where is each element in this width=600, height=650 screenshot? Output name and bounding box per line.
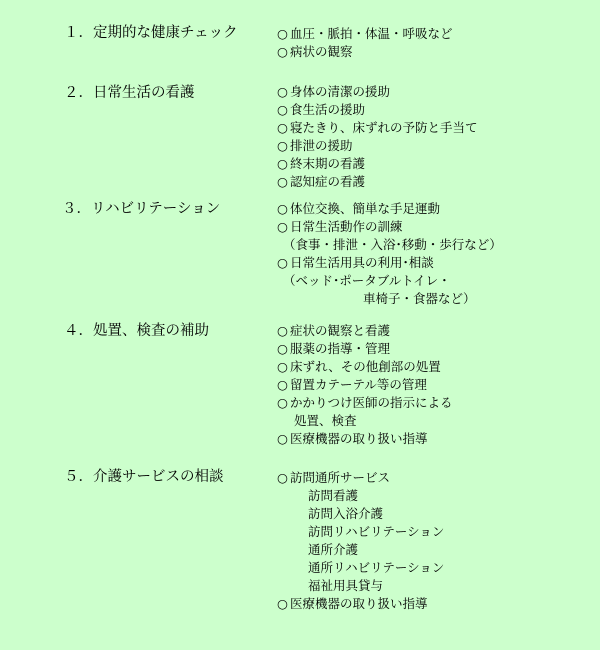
item-text: 訪問通所サービス — [290, 470, 391, 485]
list-item — [277, 83, 478, 101]
list-item — [277, 505, 444, 523]
item-text: 認知症の看護 — [290, 174, 366, 189]
section-title: ５．介護サービスの相談 — [64, 469, 224, 485]
item-text: 訪問リハビリテーション — [308, 524, 445, 539]
item-text: 終末期の看護 — [290, 156, 366, 171]
circle-mark: ○ — [277, 174, 288, 189]
list-item — [277, 469, 444, 487]
list-item — [277, 119, 478, 137]
item-list — [277, 322, 453, 448]
circle-mark: ○ — [277, 120, 288, 135]
item-text: 血圧・脈拍・体温・呼吸など — [290, 26, 453, 41]
circle-mark: ○ — [277, 102, 288, 117]
circle-mark: ○ — [277, 201, 288, 216]
item-text: 留置カテーテル等の管理 — [290, 377, 427, 392]
list-item — [277, 218, 502, 236]
item-list — [277, 469, 444, 613]
list-item — [277, 137, 478, 155]
item-text: 床ずれ、その他創部の処置 — [290, 359, 441, 374]
list-item — [277, 412, 453, 430]
item-list — [277, 83, 478, 191]
circle-mark: ○ — [277, 377, 288, 392]
item-text: 寝たきり、床ずれの予防と手当て — [290, 120, 478, 135]
item-text: 処置、検査 — [294, 413, 357, 428]
item-text: 福祉用具貸与 — [308, 578, 384, 593]
section-title: ２．日常生活の看護 — [64, 85, 195, 101]
circle-mark: ○ — [277, 138, 288, 153]
item-text: 通所介護 — [308, 542, 359, 557]
list-item — [277, 358, 453, 376]
circle-mark: ○ — [277, 359, 288, 374]
item-text: 排泄の援助 — [290, 138, 353, 153]
list-item — [277, 559, 444, 577]
item-text: 体位交換、簡単な手足運動 — [290, 201, 441, 216]
item-text: 食生活の援助 — [290, 102, 366, 117]
circle-mark: ○ — [277, 431, 288, 446]
item-text: （ベッド･ポータブルトイレ・ — [283, 273, 451, 288]
item-text: 服薬の指導・管理 — [290, 341, 391, 356]
circle-mark: ○ — [277, 44, 288, 59]
item-text: 身体の清潔の援助 — [290, 84, 391, 99]
list-item — [277, 541, 444, 559]
circle-mark: ○ — [277, 323, 288, 338]
item-text: 日常生活用具の利用･相談 — [290, 255, 434, 270]
item-text: 症状の観察と看護 — [290, 323, 391, 338]
item-text: 通所リハビリテーション — [308, 560, 445, 575]
item-text: 車椅子・食器など） — [363, 291, 476, 306]
list-item — [277, 487, 444, 505]
list-item — [277, 577, 444, 595]
item-text: 日常生活動作の訓練 — [290, 219, 403, 234]
item-text: （食事・排泄・入浴･移動・歩行など） — [283, 237, 502, 252]
list-item — [277, 236, 502, 254]
item-text: 訪問入浴介護 — [308, 506, 384, 521]
list-item — [277, 322, 453, 340]
list-item — [277, 523, 444, 541]
list-item — [277, 43, 453, 61]
item-list — [277, 25, 453, 61]
item-list — [277, 200, 502, 308]
list-item — [277, 340, 453, 358]
list-item — [277, 101, 478, 119]
list-item — [277, 272, 502, 290]
circle-mark: ○ — [277, 156, 288, 171]
item-text: 病状の観察 — [290, 44, 353, 59]
section-title: ３．リハビリテーション — [62, 201, 221, 217]
circle-mark: ○ — [277, 596, 288, 611]
circle-mark: ○ — [277, 255, 288, 270]
list-item — [277, 254, 502, 272]
item-text: 医療機器の取り扱い指導 — [290, 596, 428, 611]
list-item — [277, 200, 502, 218]
circle-mark: ○ — [277, 84, 288, 99]
circle-mark: ○ — [277, 26, 288, 41]
list-item — [277, 290, 502, 308]
section-title: ４．処置、検査の補助 — [64, 323, 209, 339]
circle-mark: ○ — [277, 341, 288, 356]
list-item — [277, 394, 453, 412]
list-item — [277, 376, 453, 394]
list-item — [277, 595, 444, 613]
list-item — [277, 155, 478, 173]
list-item — [277, 430, 453, 448]
item-text: 訪問看護 — [308, 488, 359, 503]
circle-mark: ○ — [277, 395, 288, 410]
circle-mark: ○ — [277, 470, 288, 485]
list-item — [277, 25, 453, 43]
item-text: 医療機器の取り扱い指導 — [290, 431, 428, 446]
circle-mark: ○ — [277, 219, 288, 234]
list-item — [277, 173, 478, 191]
item-text: かかりつけ医師の指示による — [290, 395, 453, 410]
section-title: １．定期的な健康チェック — [64, 25, 238, 41]
